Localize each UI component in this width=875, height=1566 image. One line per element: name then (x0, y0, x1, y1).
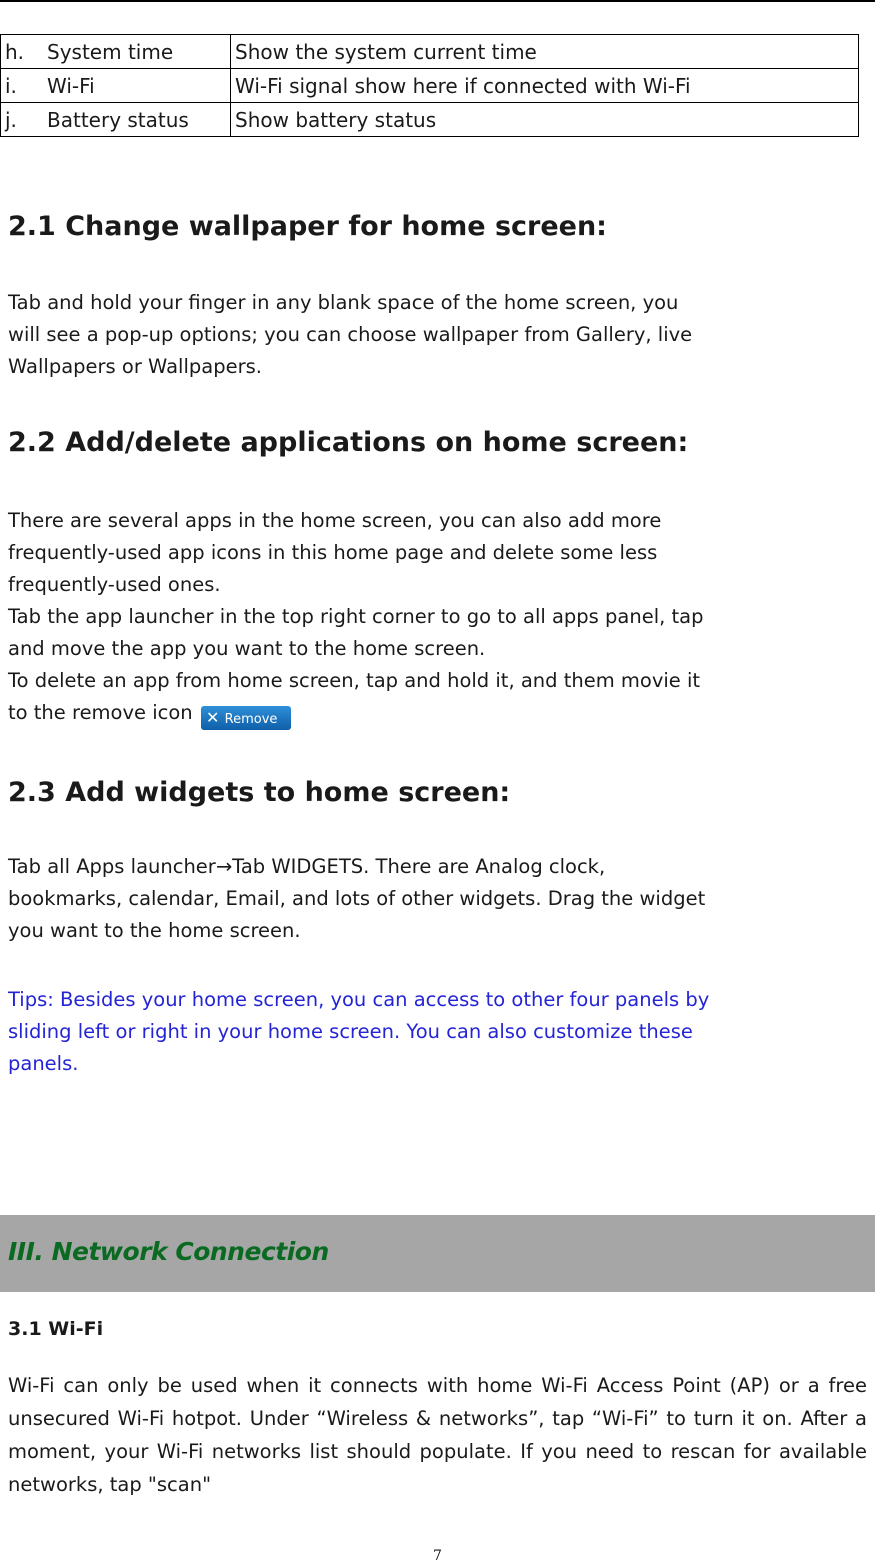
paragraph-add-widgets (8, 851, 875, 947)
text-line (8, 697, 875, 730)
text-line-remove: to the remove icon (8, 701, 193, 724)
top-rule (0, 0, 875, 2)
table-cell-desc: Show the system current time (231, 35, 859, 69)
paragraph-change-wallpaper (8, 287, 875, 383)
table-row (1, 35, 859, 69)
text-line: frequently-used ones. (8, 573, 221, 596)
text-line: panels. (8, 1052, 79, 1075)
section-header-network (0, 1215, 875, 1292)
heading-wifi: 3.1 Wi-Fi (8, 1318, 104, 1340)
tips-paragraph (8, 984, 875, 1080)
remove-label: Remove (224, 712, 278, 727)
text-line: Tab and hold your finger in any blank space of the home screen, you (8, 291, 679, 314)
remove-button-illustration (201, 706, 291, 730)
table-cell-item (1, 35, 231, 69)
table-cell-desc: Show battery status (231, 103, 859, 137)
table-row (1, 69, 859, 103)
row-letter: h. (5, 39, 25, 64)
text-line: Wallpapers or Wallpapers. (8, 355, 262, 378)
heading-add-widgets: 2.3 Add widgets to home screen: (8, 777, 511, 808)
text-line: bookmarks, calendar, Email, and lots of other widgets. Drag the widget (8, 887, 706, 910)
text-line: will see a pop-up options; you can choose wallpaper from Gallery, live (8, 323, 693, 346)
text-line: and move the app you want to the home screen. (8, 637, 486, 660)
text-line: Tips: Besides your home screen, you can access to other four panels by (8, 988, 710, 1011)
text-line: To delete an app from home screen, tap and hold it, and them movie it (8, 669, 701, 692)
table-cell-desc: Wi-Fi signal show here if connected with Wi-Fi (231, 69, 859, 103)
row-item: System time (47, 39, 174, 64)
text-line: you want to the home screen. (8, 919, 301, 942)
text-line: sliding left or right in your home screen. You can also customize these (8, 1020, 693, 1043)
table-row (1, 103, 859, 137)
text-line: Tab all Apps launcher→Tab WIDGETS. There are Analog clock, (8, 855, 606, 878)
row-item: Battery status (47, 107, 189, 132)
table-cell-item (1, 103, 231, 137)
row-letter: j. (5, 107, 17, 132)
page-number: 7 (433, 1548, 442, 1564)
table-cell-item (1, 69, 231, 103)
text-line: Tab the app launcher in the top right corner to go to all apps panel, tap (8, 605, 704, 628)
row-letter: i. (5, 73, 17, 98)
close-icon: ✕ (205, 708, 220, 727)
row-item: Wi-Fi (47, 73, 95, 98)
section-title: III. Network Connection (8, 1237, 329, 1266)
heading-change-wallpaper: 2.1 Change wallpaper for home screen: (8, 211, 607, 242)
status-bar-items-table (0, 34, 859, 137)
text-line: frequently-used app icons in this home page and delete some less (8, 541, 658, 564)
heading-add-delete-apps: 2.2 Add/delete applications on home screen: (8, 427, 689, 458)
paragraph-add-delete-apps (8, 505, 875, 730)
paragraph-wifi: Wi-Fi can only be used when it connects with home Wi-Fi Access Point (AP) or a free unsecured Wi-Fi hotpot. Under “Wireless & networks”, tap “Wi-Fi” to turn it on. After a moment, your Wi-Fi networks list should populate. If you need to rescan for available networks, tap "scan" (8, 1374, 867, 1496)
text-line: There are several apps in the home screen, you can also add more (8, 509, 662, 532)
